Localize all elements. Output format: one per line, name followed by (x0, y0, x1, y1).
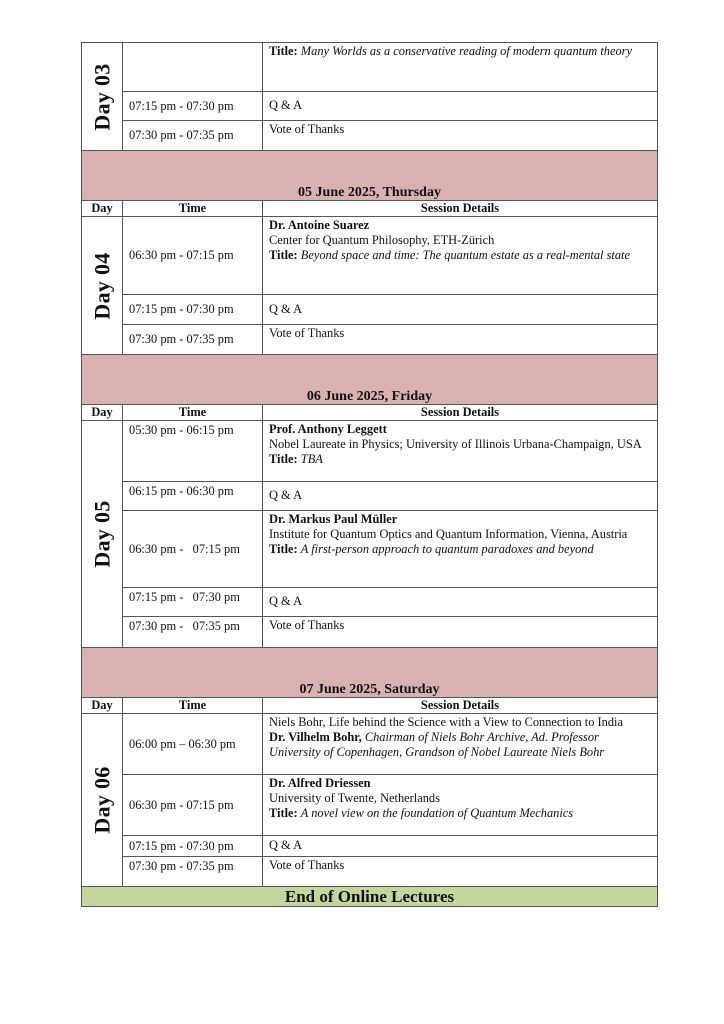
session-details (263, 714, 658, 775)
speaker-role: Chairman of Niels Bohr Archive, Ad. Professor University of Copenhagen, Grandson of Nobel Laureate Niels Bohr (269, 730, 605, 759)
talk-title: Beyond space and time: The quantum estate as a real-mental state (300, 248, 631, 262)
session-details: Vote of Thanks (263, 325, 658, 355)
header-details: Session Details (263, 405, 658, 421)
header-details: Session Details (263, 201, 658, 217)
date-heading: 05 June 2025, Thursday (82, 151, 658, 201)
table-row (82, 325, 658, 355)
title-label: Title: (269, 44, 298, 58)
day-label: Day 06 (89, 766, 115, 834)
table-row (82, 421, 658, 482)
day-label: Day 03 (89, 62, 115, 131)
table-row (82, 43, 658, 92)
session-details (263, 43, 658, 92)
time-cell: 06:00 pm – 06:30 pm (123, 714, 263, 775)
time-cell: 07:30 pm - 07:35 pm (123, 617, 263, 648)
session-details: Vote of Thanks (263, 857, 658, 887)
table-row (82, 714, 658, 775)
schedule-table (81, 42, 658, 907)
session-details: Q & A (263, 295, 658, 325)
day-label-cell (82, 714, 123, 887)
time-cell: 07:15 pm - 07:30 pm (123, 588, 263, 617)
speaker-affiliation: University of Twente, Netherlands (269, 791, 440, 805)
time-cell (123, 43, 263, 92)
session-details: Vote of Thanks (263, 121, 658, 151)
session-details: Q & A (263, 836, 658, 857)
header-time: Time (123, 201, 263, 217)
session-details (263, 511, 658, 588)
time-cell: 05:30 pm - 06:15 pm (123, 421, 263, 482)
speaker-name: Dr. Markus Paul Müller (269, 512, 398, 526)
table-row (82, 836, 658, 857)
date-banner (82, 355, 658, 405)
table-row (82, 775, 658, 836)
time-cell: 07:30 pm - 07:35 pm (123, 121, 263, 151)
header-row (82, 201, 658, 217)
table-row (82, 511, 658, 588)
time-cell: 06:30 pm - 07:15 pm (123, 511, 263, 588)
day-label-cell (82, 217, 123, 355)
session-details (263, 421, 658, 482)
session-details (263, 775, 658, 836)
session-details: Q & A (263, 588, 658, 617)
time-cell: 07:30 pm - 07:35 pm (123, 325, 263, 355)
footer-banner (82, 887, 658, 907)
speaker-name: Prof. Anthony Leggett (269, 422, 387, 436)
date-heading: 06 June 2025, Friday (82, 355, 658, 405)
talk-topic: Niels Bohr, Life behind the Science with a View to Connection to India (269, 715, 623, 729)
table-row (82, 588, 658, 617)
session-details: Vote of Thanks (263, 617, 658, 648)
header-day: Day (82, 405, 123, 421)
day-label-cell (82, 43, 123, 151)
talk-title: A first-person approach to quantum paradoxes and beyond (300, 542, 594, 556)
date-heading: 07 June 2025, Saturday (82, 648, 658, 698)
time-cell: 06:30 pm - 07:15 pm (123, 217, 263, 295)
header-row (82, 698, 658, 714)
speaker-name: Dr. Antoine Suarez (269, 218, 370, 232)
speaker-name: Dr. Alfred Driessen (269, 776, 371, 790)
table-row (82, 857, 658, 887)
day-label-cell (82, 421, 123, 648)
date-banner (82, 151, 658, 201)
talk-title: Many Worlds as a conservative reading of modern quantum theory (300, 44, 632, 58)
speaker-affiliation: Institute for Quantum Optics and Quantum Information, Vienna, Austria (269, 527, 628, 541)
header-row (82, 405, 658, 421)
time-cell: 07:15 pm - 07:30 pm (123, 295, 263, 325)
table-row (82, 482, 658, 511)
speaker-name: Dr. Vilhelm Bohr, (269, 730, 362, 744)
title-label: Title: (269, 452, 298, 466)
time-cell: 07:15 pm - 07:30 pm (123, 92, 263, 121)
header-day: Day (82, 201, 123, 217)
time-cell: 06:30 pm - 07:15 pm (123, 775, 263, 836)
session-details (263, 217, 658, 295)
table-row (82, 121, 658, 151)
date-banner (82, 648, 658, 698)
table-row (82, 295, 658, 325)
session-details: Q & A (263, 92, 658, 121)
speaker-affiliation: Center for Quantum Philosophy, ETH-Zürich (269, 233, 495, 247)
header-time: Time (123, 405, 263, 421)
header-day: Day (82, 698, 123, 714)
talk-title: A novel view on the foundation of Quantum Mechanics (300, 806, 574, 820)
title-label: Title: (269, 806, 298, 820)
title-label: Title: (269, 542, 298, 556)
day-label: Day 04 (89, 251, 115, 320)
schedule-page (81, 42, 657, 907)
title-label: Title: (269, 248, 298, 262)
session-details: Q & A (263, 482, 658, 511)
header-details: Session Details (263, 698, 658, 714)
talk-title: TBA (300, 452, 323, 466)
time-cell: 07:30 pm - 07:35 pm (123, 857, 263, 887)
end-of-lectures: End of Online Lectures (82, 887, 658, 907)
time-cell: 07:15 pm - 07:30 pm (123, 836, 263, 857)
table-row (82, 92, 658, 121)
table-row (82, 617, 658, 648)
header-time: Time (123, 698, 263, 714)
time-cell: 06:15 pm - 06:30 pm (123, 482, 263, 511)
day-label: Day 05 (89, 500, 115, 568)
speaker-affiliation: Nobel Laureate in Physics; University of Illinois Urbana-Champaign, USA (269, 437, 642, 451)
table-row (82, 217, 658, 295)
